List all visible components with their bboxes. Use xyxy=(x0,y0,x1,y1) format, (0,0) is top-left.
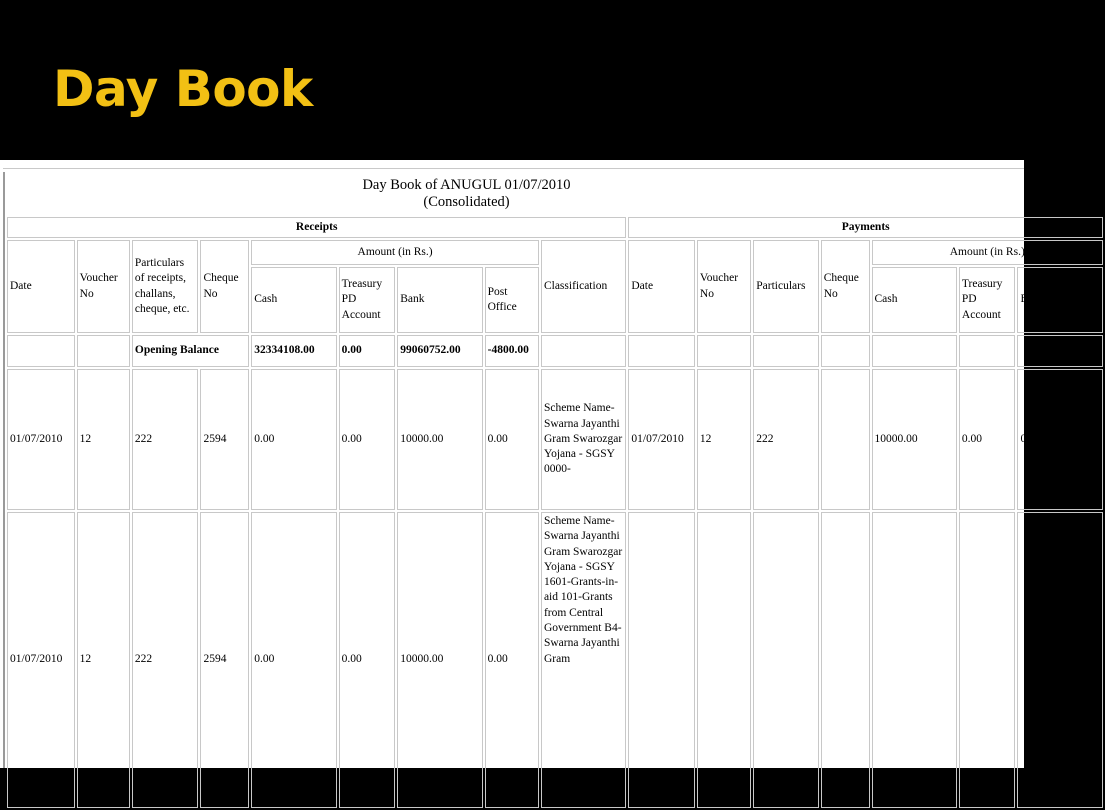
row-particulars: 222 xyxy=(132,512,199,808)
col-header-classification: Classification xyxy=(541,240,626,333)
table-cell xyxy=(7,335,75,367)
col-header-post-office: Post Office xyxy=(485,267,539,333)
col-header-date: Date xyxy=(7,240,75,333)
col-header-payment-cash: Cash xyxy=(872,267,957,333)
col-header-bank: Bank xyxy=(397,267,482,333)
report-subtitle: (Consolidated) xyxy=(423,194,510,210)
report-frame-top xyxy=(3,168,1024,169)
report-heading xyxy=(0,177,933,211)
opening-balance-cash: 32334108.00 xyxy=(251,335,336,367)
row-date: 01/07/2010 xyxy=(7,369,75,510)
col-header-treasury: Treasury PD Account xyxy=(339,267,396,333)
row-payment-cheque-no xyxy=(821,369,870,510)
row-voucher-no: 12 xyxy=(77,369,130,510)
table-cell xyxy=(628,335,695,367)
row-classification: Scheme Name-Swarna Jayanthi Gram Swarozgar Yojana - SGSY 1601-Grants-in-aid 101-Grants from Central Government B4-Swarna Jayanthi Gram xyxy=(541,512,626,808)
row-bank: 10000.00 xyxy=(397,369,482,510)
col-header-voucher-no: Voucher No xyxy=(77,240,130,333)
row-treasury: 0.00 xyxy=(339,512,396,808)
row-cash: 0.00 xyxy=(251,369,336,510)
col-header-cheque-no: Cheque No xyxy=(200,240,249,333)
col-header-payment-date: Date xyxy=(628,240,695,333)
row-cheque-no: 2594 xyxy=(200,512,249,808)
row-payment-particulars xyxy=(753,512,818,808)
opening-balance-label: Opening Balance xyxy=(132,335,249,367)
table-cell xyxy=(77,335,130,367)
table-row xyxy=(7,369,1103,510)
report-title: Day Book of ANUGUL 01/07/2010 xyxy=(362,177,571,193)
row-payment-cash xyxy=(872,512,957,808)
col-header-payment-bank: Bank xyxy=(1017,267,1103,333)
row-post-office: 0.00 xyxy=(485,512,539,808)
opening-balance-bank: 99060752.00 xyxy=(397,335,482,367)
row-payment-treasury: 0.00 xyxy=(959,369,1016,510)
row-classification: Scheme Name-Swarna Jayanthi Gram Swarozgar Yojana - SGSY 0000- xyxy=(541,369,626,510)
row-payment-date: 01/07/2010 xyxy=(628,369,695,510)
slide-title: Day Book xyxy=(53,60,313,118)
payments-section-header: Payments xyxy=(628,217,1103,238)
row-payment-cash: 10000.00 xyxy=(872,369,957,510)
col-header-payment-amount: Amount (in Rs.) xyxy=(872,240,1104,265)
col-header-cash: Cash xyxy=(251,267,336,333)
table-cell xyxy=(541,335,626,367)
row-particulars: 222 xyxy=(132,369,199,510)
slide-title-bar xyxy=(0,0,1024,160)
table-row xyxy=(7,512,1103,808)
row-payment-treasury xyxy=(959,512,1016,808)
table-cell xyxy=(1017,335,1103,367)
col-header-amount: Amount (in Rs.) xyxy=(251,240,539,265)
opening-balance-treasury: 0.00 xyxy=(339,335,396,367)
opening-balance-post-office: -4800.00 xyxy=(485,335,539,367)
table-cell xyxy=(753,335,818,367)
table-cell xyxy=(697,335,751,367)
row-date: 01/07/2010 xyxy=(7,512,75,808)
col-header-particulars: Particulars of receipts, challans, cheque, etc. xyxy=(132,240,199,333)
row-payment-bank: 0.00 xyxy=(1017,369,1103,510)
row-cheque-no: 2594 xyxy=(200,369,249,510)
row-payment-voucher-no: 12 xyxy=(697,369,751,510)
day-book-table xyxy=(5,215,1105,810)
row-post-office: 0.00 xyxy=(485,369,539,510)
row-payment-voucher-no xyxy=(697,512,751,808)
col-header-payment-treasury: Treasury PD Account xyxy=(959,267,1016,333)
table-cell xyxy=(959,335,1016,367)
row-payment-date xyxy=(628,512,695,808)
row-payment-cheque-no xyxy=(821,512,870,808)
row-cash: 0.00 xyxy=(251,512,336,808)
table-cell xyxy=(872,335,957,367)
opening-balance-row xyxy=(7,335,1103,367)
row-voucher-no: 12 xyxy=(77,512,130,808)
row-payment-particulars: 222 xyxy=(753,369,818,510)
receipts-section-header: Receipts xyxy=(7,217,626,238)
row-bank: 10000.00 xyxy=(397,512,482,808)
table-cell xyxy=(821,335,870,367)
col-header-payment-voucher-no: Voucher No xyxy=(697,240,751,333)
row-payment-bank xyxy=(1017,512,1103,808)
col-header-payment-particulars: Particulars xyxy=(753,240,818,333)
row-treasury: 0.00 xyxy=(339,369,396,510)
col-header-payment-cheque-no: Cheque No xyxy=(821,240,870,333)
